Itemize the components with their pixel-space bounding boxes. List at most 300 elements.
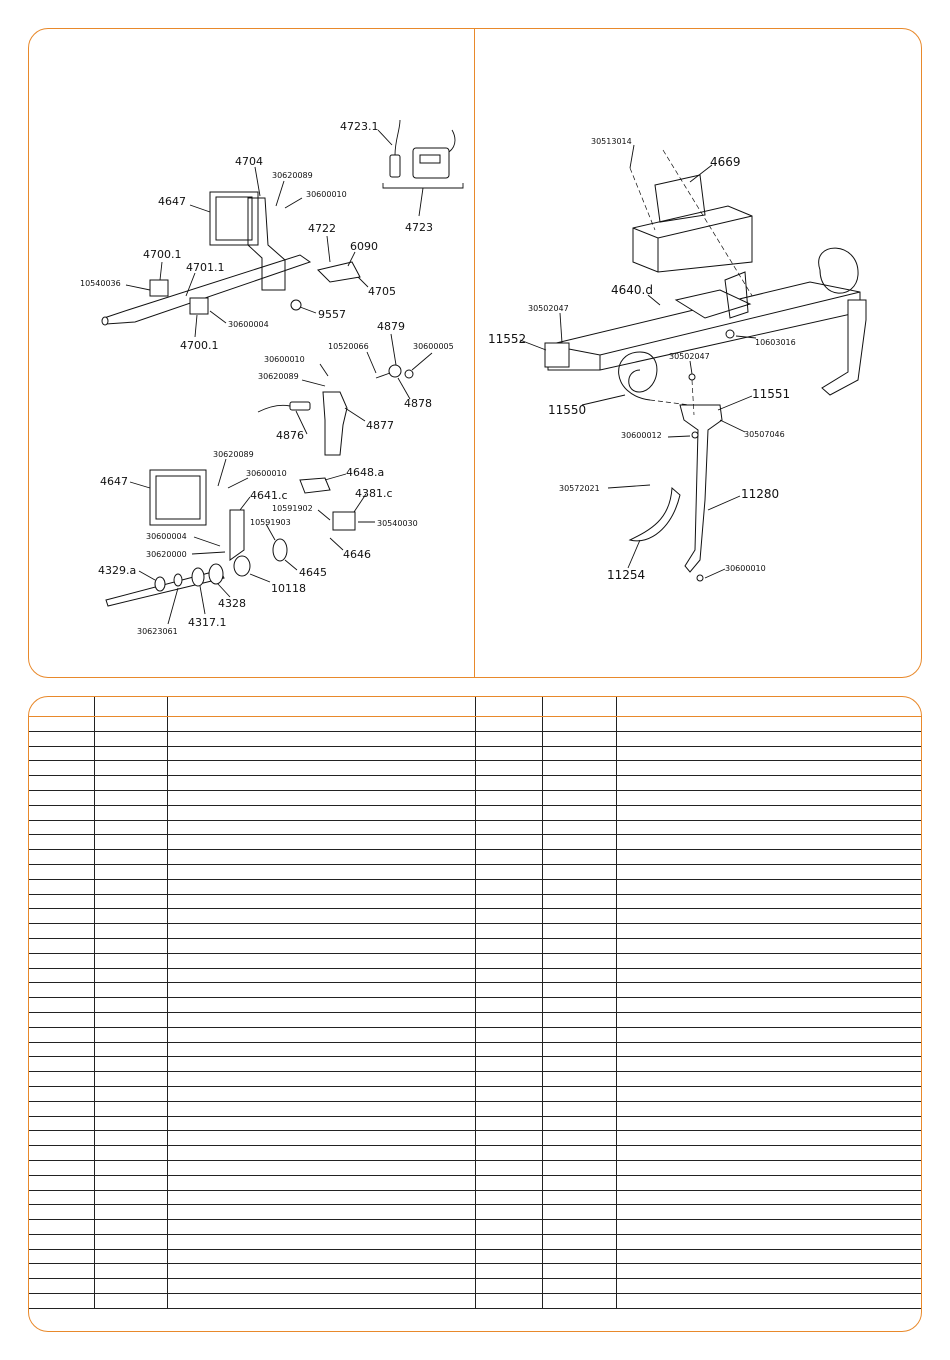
- table-cell: [29, 1042, 94, 1057]
- table-cell: [29, 1205, 94, 1220]
- table-row: [29, 1027, 922, 1042]
- table-cell: [542, 746, 616, 761]
- table-cell: [616, 731, 922, 746]
- sensor-4876-shape: [290, 402, 310, 410]
- table-cell: [616, 1220, 922, 1235]
- table-cell: [542, 909, 616, 924]
- callout: 30600010: [264, 355, 305, 364]
- table-cell: [542, 1234, 616, 1249]
- table-cell: [94, 776, 167, 791]
- table-cell: [94, 1205, 167, 1220]
- table-cell: [542, 983, 616, 998]
- table-cell: [616, 805, 922, 820]
- table-cell: [29, 1175, 94, 1190]
- table-cell: [94, 820, 167, 835]
- table-cell: [167, 924, 475, 939]
- table-row: [29, 938, 922, 953]
- table-row: [29, 953, 922, 968]
- table-cell: [475, 953, 542, 968]
- table-cell: [29, 864, 94, 879]
- callout: 10603016: [755, 338, 796, 347]
- table-row: [29, 983, 922, 998]
- table-cell: [616, 1072, 922, 1087]
- table-cell: [29, 938, 94, 953]
- table-cell: [542, 1131, 616, 1146]
- table-cell: [94, 790, 167, 805]
- table-cell: [167, 1131, 475, 1146]
- table-cell: [29, 983, 94, 998]
- table-cell: [616, 968, 922, 983]
- table-cell: [167, 938, 475, 953]
- sensor-plug-shape: [390, 155, 400, 177]
- table-cell: [475, 731, 542, 746]
- callout: 4704: [235, 155, 263, 168]
- table-cell: [167, 1264, 475, 1279]
- table-cell: [29, 998, 94, 1013]
- table-cell: [616, 717, 922, 732]
- callout: 4877: [366, 419, 394, 432]
- table-cell: [167, 717, 475, 732]
- table-cell: [475, 938, 542, 953]
- table-cell: [616, 1249, 922, 1264]
- table-cell: [167, 953, 475, 968]
- table-row: [29, 746, 922, 761]
- table-cell: [542, 1057, 616, 1072]
- table-cell: [29, 1234, 94, 1249]
- table-row: [29, 850, 922, 865]
- table-row: [29, 1057, 922, 1072]
- callout: 4648.a: [346, 466, 385, 479]
- table-cell: [167, 776, 475, 791]
- table-row: [29, 1146, 922, 1161]
- tine-11280-shape: [680, 405, 722, 572]
- table-cell: [94, 909, 167, 924]
- table-cell: [616, 1294, 922, 1309]
- callout: 30620089: [258, 372, 299, 381]
- table-cell: [94, 1175, 167, 1190]
- table-cell: [29, 790, 94, 805]
- table-cell: [475, 998, 542, 1013]
- table-cell: [475, 909, 542, 924]
- clamp-4700-bottom-shape: [190, 298, 208, 314]
- table-cell: [29, 731, 94, 746]
- table-cell: [616, 953, 922, 968]
- table-cell: [29, 1249, 94, 1264]
- washer-4878-shape: [389, 365, 401, 377]
- callout: 30502047: [528, 304, 569, 313]
- parts-table: [29, 697, 922, 1309]
- table-cell: [475, 924, 542, 939]
- callout: 4329.a: [98, 564, 137, 577]
- table-cell: [616, 1101, 922, 1116]
- table-cell: [616, 776, 922, 791]
- table-cell: [475, 805, 542, 820]
- table-header-row: [29, 697, 922, 717]
- table-cell: [167, 820, 475, 835]
- table-cell: [542, 1072, 616, 1087]
- table-cell: [542, 850, 616, 865]
- table-cell: [542, 1264, 616, 1279]
- table-cell: [616, 1264, 922, 1279]
- table-cell: [616, 835, 922, 850]
- table-row: [29, 909, 922, 924]
- table-row: [29, 761, 922, 776]
- table-cell: [542, 697, 616, 717]
- table-cell: [616, 1279, 922, 1294]
- table-cell: [616, 879, 922, 894]
- table-cell: [167, 1205, 475, 1220]
- table-cell: [167, 1042, 475, 1057]
- table-cell: [616, 1027, 922, 1042]
- callout: 11552: [488, 332, 527, 346]
- table-cell: [542, 1175, 616, 1190]
- table-cell: [542, 1279, 616, 1294]
- table-cell: [475, 1249, 542, 1264]
- callout: 4876: [276, 429, 304, 442]
- table-row: [29, 1205, 922, 1220]
- table-cell: [542, 1220, 616, 1235]
- table-cell: [94, 717, 167, 732]
- table-cell: [29, 1131, 94, 1146]
- table-cell: [616, 697, 922, 717]
- table-cell: [616, 746, 922, 761]
- table-row: [29, 1072, 922, 1087]
- table-cell: [475, 850, 542, 865]
- table-cell: [542, 879, 616, 894]
- parts-table-panel: [28, 696, 922, 1332]
- table-cell: [616, 761, 922, 776]
- table-cell: [475, 717, 542, 732]
- table-cell: [542, 924, 616, 939]
- table-cell: [616, 1012, 922, 1027]
- table-cell: [475, 835, 542, 850]
- sensor-4381c-shape: [333, 512, 355, 530]
- callout: 6090: [350, 240, 378, 253]
- table-cell: [167, 1101, 475, 1116]
- bracket-4641c-shape: [230, 510, 244, 560]
- table-cell: [167, 1234, 475, 1249]
- table-cell: [616, 1146, 922, 1161]
- callout: 4641.c: [250, 489, 288, 502]
- table-cell: [29, 909, 94, 924]
- table-row: [29, 776, 922, 791]
- table-cell: [616, 820, 922, 835]
- table-cell: [616, 1042, 922, 1057]
- table-cell: [616, 1116, 922, 1131]
- table-cell: [167, 864, 475, 879]
- table-cell: [94, 1072, 167, 1087]
- table-cell: [94, 1057, 167, 1072]
- table-cell: [475, 697, 542, 717]
- table-cell: [29, 1116, 94, 1131]
- table-cell: [616, 1205, 922, 1220]
- table-cell: [616, 924, 922, 939]
- table-cell: [542, 1086, 616, 1101]
- table-cell: [475, 1116, 542, 1131]
- table-cell: [94, 894, 167, 909]
- table-row: [29, 1160, 922, 1175]
- table-cell: [167, 879, 475, 894]
- table-cell: [542, 820, 616, 835]
- table-row: [29, 1220, 922, 1235]
- callout: 11254: [607, 568, 646, 582]
- table-cell: [475, 1072, 542, 1087]
- table-cell: [167, 1116, 475, 1131]
- wheel-4645-shape: [273, 539, 287, 561]
- table-cell: [94, 968, 167, 983]
- table-cell: [29, 1012, 94, 1027]
- table-cell: [29, 1160, 94, 1175]
- table-cell: [167, 968, 475, 983]
- table-cell: [167, 1012, 475, 1027]
- table-cell: [167, 746, 475, 761]
- table-row: [29, 1294, 922, 1309]
- callout: 11550: [548, 403, 587, 417]
- callout: 4646: [343, 548, 371, 561]
- table-cell: [29, 835, 94, 850]
- table-cell: [475, 1264, 542, 1279]
- table-cell: [475, 1057, 542, 1072]
- table-cell: [94, 1264, 167, 1279]
- table-cell: [94, 1101, 167, 1116]
- table-cell: [475, 790, 542, 805]
- table-cell: [542, 1249, 616, 1264]
- table-cell: [542, 1012, 616, 1027]
- table-cell: [167, 1190, 475, 1205]
- callout: 30600004: [146, 532, 187, 541]
- table-cell: [29, 1027, 94, 1042]
- table-cell: [542, 790, 616, 805]
- callout: 4723.1: [340, 120, 379, 133]
- callout: 30513014: [591, 137, 632, 146]
- table-cell: [475, 968, 542, 983]
- table-row: [29, 717, 922, 732]
- callout: 10118: [271, 582, 306, 595]
- table-row: [29, 790, 922, 805]
- table-row: [29, 894, 922, 909]
- callout: 10540036: [80, 279, 121, 288]
- table-cell: [542, 1205, 616, 1220]
- table-cell: [475, 864, 542, 879]
- table-cell: [94, 1279, 167, 1294]
- callout: 9557: [318, 308, 346, 321]
- table-cell: [94, 761, 167, 776]
- table-cell: [475, 1205, 542, 1220]
- table-cell: [616, 864, 922, 879]
- table-row: [29, 1249, 922, 1264]
- table-row: [29, 820, 922, 835]
- table-row: [29, 879, 922, 894]
- table-cell: [542, 1294, 616, 1309]
- callout: 30620089: [213, 450, 254, 459]
- table-cell: [542, 1042, 616, 1057]
- table-row: [29, 1042, 922, 1057]
- table-cell: [542, 1160, 616, 1175]
- table-cell: [94, 805, 167, 820]
- callout: 30620089: [272, 171, 313, 180]
- table-cell: [475, 746, 542, 761]
- table-cell: [542, 1116, 616, 1131]
- table-cell: [475, 761, 542, 776]
- bracket-4704-shape: [248, 198, 285, 290]
- table-cell: [29, 1057, 94, 1072]
- table-cell: [542, 805, 616, 820]
- table-cell: [475, 1220, 542, 1235]
- table-cell: [475, 1086, 542, 1101]
- table-cell: [167, 1072, 475, 1087]
- table-cell: [475, 1101, 542, 1116]
- callout: 11280: [741, 487, 780, 501]
- callout: 4645: [299, 566, 327, 579]
- table-cell: [475, 1190, 542, 1205]
- table-row: [29, 1012, 922, 1027]
- table-cell: [475, 1234, 542, 1249]
- table-cell: [475, 894, 542, 909]
- table-cell: [167, 894, 475, 909]
- table-cell: [29, 924, 94, 939]
- callout: 4700.1: [180, 339, 219, 352]
- table-cell: [616, 850, 922, 865]
- callout: 10591902: [272, 504, 313, 513]
- callout: 30507046: [744, 430, 785, 439]
- table-cell: [29, 879, 94, 894]
- callout: 10591903: [250, 518, 291, 527]
- table-cell: [29, 953, 94, 968]
- table-cell: [475, 1294, 542, 1309]
- table-row: [29, 1101, 922, 1116]
- callout: 4722: [308, 222, 336, 235]
- table-row: [29, 1190, 922, 1205]
- table-cell: [29, 1294, 94, 1309]
- table-row: [29, 805, 922, 820]
- table-cell: [29, 697, 94, 717]
- ring-4329a-shape: [155, 577, 165, 591]
- table-cell: [94, 1131, 167, 1146]
- right-tine-coil-shape: [819, 248, 858, 293]
- callout: 30600012: [621, 431, 662, 440]
- callout: 10520066: [328, 342, 369, 351]
- table-cell: [616, 894, 922, 909]
- table-cell: [167, 909, 475, 924]
- table-row: [29, 924, 922, 939]
- table-cell: [29, 820, 94, 835]
- table-row: [29, 731, 922, 746]
- table-cell: [616, 909, 922, 924]
- table-cell: [167, 998, 475, 1013]
- table-cell: [542, 894, 616, 909]
- table-cell: [542, 717, 616, 732]
- sensor-bracket-4877-shape: [323, 392, 347, 455]
- table-cell: [29, 850, 94, 865]
- callout: 30600010: [306, 190, 347, 199]
- table-cell: [542, 968, 616, 983]
- callout: 4705: [368, 285, 396, 298]
- plate-4705-shape: [318, 262, 360, 282]
- table-cell: [542, 938, 616, 953]
- table-cell: [475, 1012, 542, 1027]
- table-cell: [94, 998, 167, 1013]
- callout: 4381.c: [355, 487, 393, 500]
- table-cell: [475, 820, 542, 835]
- table-cell: [29, 717, 94, 732]
- table-cell: [475, 983, 542, 998]
- callout: 30620000: [146, 550, 187, 559]
- table-cell: [94, 1234, 167, 1249]
- table-cell: [542, 731, 616, 746]
- table-cell: [167, 1220, 475, 1235]
- callout: 4640.d: [611, 283, 653, 297]
- table-cell: [94, 1220, 167, 1235]
- table-row: [29, 835, 922, 850]
- table-cell: [94, 835, 167, 850]
- table-cell: [616, 1131, 922, 1146]
- table-cell: [94, 1027, 167, 1042]
- callout: 30600010: [725, 564, 766, 573]
- table-row: [29, 864, 922, 879]
- callout: 4669: [710, 155, 741, 169]
- table-cell: [167, 761, 475, 776]
- callout: 30600010: [246, 469, 287, 478]
- point-11254-shape: [630, 488, 680, 541]
- table-cell: [616, 1160, 922, 1175]
- square-tube-shape: [633, 206, 752, 272]
- table-cell: [475, 1160, 542, 1175]
- table-cell: [616, 1057, 922, 1072]
- table-cell: [29, 746, 94, 761]
- table-cell: [475, 1146, 542, 1161]
- callout: 30572021: [559, 484, 600, 493]
- table-cell: [616, 983, 922, 998]
- frame-4647-bottom-shape: [150, 470, 206, 525]
- table-cell: [475, 1042, 542, 1057]
- table-cell: [542, 761, 616, 776]
- table-cell: [94, 879, 167, 894]
- table-cell: [616, 1175, 922, 1190]
- table-cell: [542, 776, 616, 791]
- clamp-11552-shape: [545, 343, 569, 367]
- table-cell: [475, 1279, 542, 1294]
- table-cell: [475, 879, 542, 894]
- table-cell: [475, 1175, 542, 1190]
- table-cell: [29, 894, 94, 909]
- table-cell: [616, 938, 922, 953]
- table-cell: [94, 1294, 167, 1309]
- gear-4328-shape: [209, 564, 223, 584]
- table-cell: [94, 697, 167, 717]
- table-cell: [167, 1294, 475, 1309]
- table-cell: [29, 968, 94, 983]
- table-cell: [475, 776, 542, 791]
- table-cell: [94, 1042, 167, 1057]
- bearing-4317-shape: [192, 568, 204, 586]
- table-cell: [29, 805, 94, 820]
- table-cell: [542, 1146, 616, 1161]
- callout: 30502047: [669, 352, 710, 361]
- table-row: [29, 1264, 922, 1279]
- table-row: [29, 1279, 922, 1294]
- callout: 30540030: [377, 519, 418, 528]
- left-callout-labels: [80, 120, 454, 636]
- table-cell: [616, 1190, 922, 1205]
- table-cell: [167, 1249, 475, 1264]
- table-row: [29, 1175, 922, 1190]
- table-cell: [167, 850, 475, 865]
- table-row: [29, 998, 922, 1013]
- table-cell: [167, 835, 475, 850]
- table-cell: [29, 1101, 94, 1116]
- table-cell: [29, 1220, 94, 1235]
- frame-4647-top-shape: [210, 192, 258, 245]
